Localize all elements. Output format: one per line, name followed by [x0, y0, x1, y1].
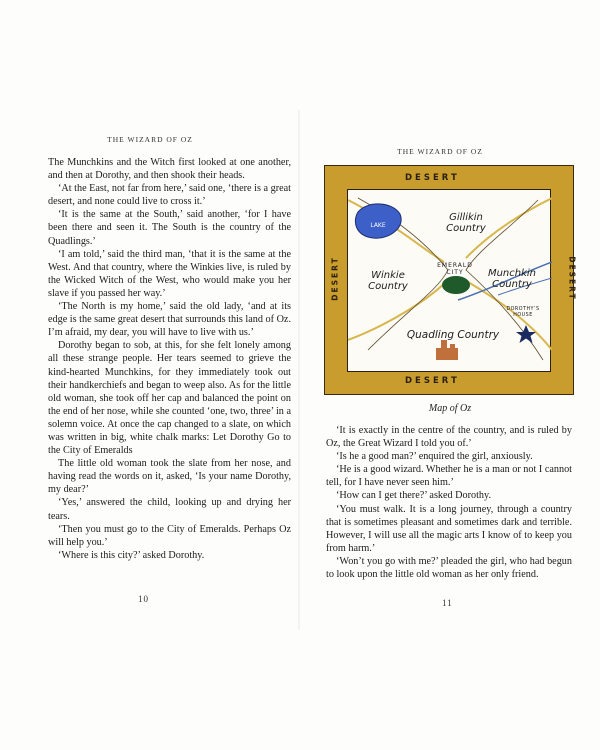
running-head-left: THE WIZARD OF OZ — [107, 135, 193, 144]
paragraph: ‘At the East, not far from here,’ said one, ‘there is a great desert, and none could live to cross it.’ — [48, 183, 291, 208]
desert-label-left: DESERT — [330, 256, 340, 301]
lake-label: LAKE — [370, 222, 386, 229]
paragraph: ‘Then you must go to the City of Emeralds. Perhaps Oz will help you.’ — [48, 523, 291, 548]
map-caption: Map of Oz — [428, 403, 472, 414]
emerald-city-shape — [442, 276, 470, 294]
running-head-right: THE WIZARD OF OZ — [397, 147, 483, 156]
left-page-text — [48, 156, 291, 562]
winkie-country-label: Winkie Country — [368, 270, 408, 292]
paragraph: The little old woman took the slate from her nose, and having read the words on it, asked, ‘Is your name Dorothy, my dear?’ — [48, 458, 291, 496]
paragraph: ‘You must walk. It is a long journey, through a country that is sometimes pleasant and sometimes dark and terrible. However, I will use all the magic arts I know of to keep you from harm.’ — [326, 503, 572, 554]
paragraph: ‘Where is this city?’ asked Dorothy. — [58, 549, 205, 561]
map-of-oz — [324, 165, 577, 395]
emerald-city-label: EMERALD CITY — [437, 262, 473, 276]
desert-label-right: DESERT — [567, 256, 577, 301]
paragraph: Dorothy began to sob, at this, for she felt lonely among all these strange people. Her tears seemed to grieve the kind-hearted Munchkins, for they immediately took out their handkerchiefs and began to weep also. As for the little old woman, she took off her cap and balanced the point on the end of her nose, while she counted ‘one, two, three’ in a solemn voice. At once the cap changed to a slate, on which was written in big, white chalk marks: Let Dorothy Go to the City of Emeralds — [48, 340, 291, 457]
dorothys-house-star — [516, 325, 536, 343]
castle-shape — [436, 348, 458, 360]
right-page — [300, 0, 600, 750]
page-number-left: 10 — [138, 594, 149, 604]
paragraph: ‘The North is my home,’ said the old lady, ‘and at its edge is the same great desert that surrounds this land of Oz. I’m afraid, my dear, you will have to live with us.’ — [48, 301, 291, 339]
munchkin-country-label: Munchkin Country — [487, 268, 537, 290]
paragraph: ‘How can I get there?’ asked Dorothy. — [336, 490, 492, 502]
paragraph: The Munchkins and the Witch first looked at one another, and then at Dorothy, and then shook their heads. — [48, 157, 291, 182]
paragraph: ‘Yes,’ answered the child, looking up and drying her tears. — [48, 497, 291, 522]
gillikin-country-label: Gillikin Country — [446, 212, 486, 234]
paragraph: ‘Won’t you go with me?’ pleaded the girl, who had begun to look upon the little old woman as her only friend. — [326, 555, 572, 581]
paragraph: ‘Is he a good man?’ enquired the girl, anxiously. — [336, 451, 533, 463]
paragraph: ‘I am told,’ said the third man, ‘that it is the same at the West. And that country, where the Winkies live, is ruled by the Wicked Witch of the West, who would make you her slave if you passed her way.’ — [48, 248, 291, 299]
right-page-text — [326, 424, 572, 581]
map-land-area — [347, 189, 551, 372]
dorothys-house-label: DOROTHY’S HOUSE — [506, 307, 540, 318]
desert-label-bottom: DESERT — [405, 376, 460, 386]
paragraph: ‘It is exactly in the centre of the country, and is ruled by Oz, the Great Wizard I told you of.’ — [326, 425, 572, 450]
page-number-right: 11 — [442, 598, 453, 608]
desert-label-top: DESERT — [405, 173, 460, 183]
paragraph: ‘He is a good wizard. Whether he is a man or not I cannot tell, for I have never seen him.’ — [326, 464, 572, 489]
paragraph: ‘It is the same at the South,’ said another, ‘for I have been there and seen it. The South is the country of the Quadlings.’ — [48, 209, 291, 247]
quadling-country-label: Quadling Country — [406, 329, 500, 341]
